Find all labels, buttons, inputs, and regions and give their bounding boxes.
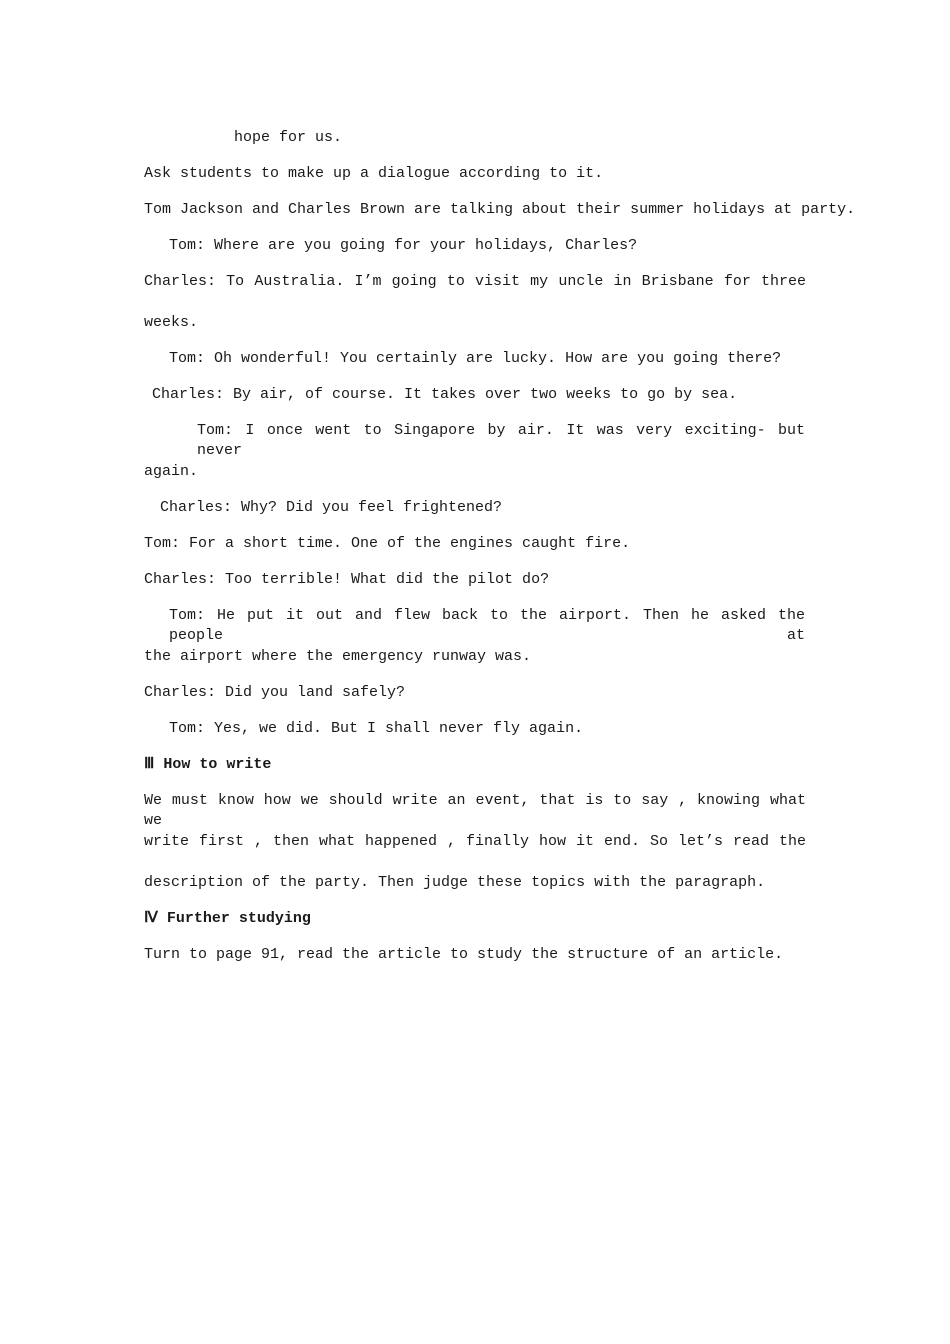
- text-line: Tom Jackson and Charles Brown are talking about their summer holidays at party.: [144, 201, 856, 218]
- paragraph-line: write first , then what happened , finally how it end. So let’s read the: [144, 833, 806, 850]
- dialogue-line: Charles: Why? Did you feel frightened?: [160, 499, 503, 516]
- section-heading: Ⅲ How to write: [144, 756, 272, 773]
- text-line: hope for us.: [234, 129, 343, 146]
- dialogue-line: Tom: Oh wonderful! You certainly are lucky. How are you going there?: [169, 350, 782, 367]
- dialogue-line: Tom: I once went to Singapore by air. It was very exciting- but never: [197, 422, 805, 459]
- dialogue-line: the airport where the emergency runway was.: [144, 648, 532, 665]
- dialogue-line: Tom: Where are you going for your holidays, Charles?: [169, 237, 638, 254]
- dialogue-line: Tom: He put it out and flew back to the airport. Then he asked the people at: [169, 607, 805, 644]
- dialogue-line: Charles: Did you land safely?: [144, 684, 406, 701]
- dialogue-line: weeks.: [144, 314, 199, 331]
- paragraph-line: description of the party. Then judge these topics with the paragraph.: [144, 874, 766, 891]
- dialogue-line: Charles: By air, of course. It takes over two weeks to go by sea.: [152, 386, 738, 403]
- dialogue-line: again.: [144, 463, 199, 480]
- dialogue-line: Charles: Too terrible! What did the pilot do?: [144, 571, 550, 588]
- dialogue-line: Tom: Yes, we did. But I shall never fly again.: [169, 720, 584, 737]
- text-line: Ask students to make up a dialogue according to it.: [144, 165, 604, 182]
- dialogue-line: Charles: To Australia. I’m going to visit my uncle in Brisbane for three: [144, 273, 806, 290]
- dialogue-line: Tom: For a short time. One of the engines caught fire.: [144, 535, 631, 552]
- paragraph-line: Turn to page 91, read the article to study the structure of an article.: [144, 946, 784, 963]
- paragraph-line: We must know how we should write an event, that is to say , knowing what we: [144, 792, 806, 829]
- section-heading: Ⅳ Further studying: [144, 910, 311, 927]
